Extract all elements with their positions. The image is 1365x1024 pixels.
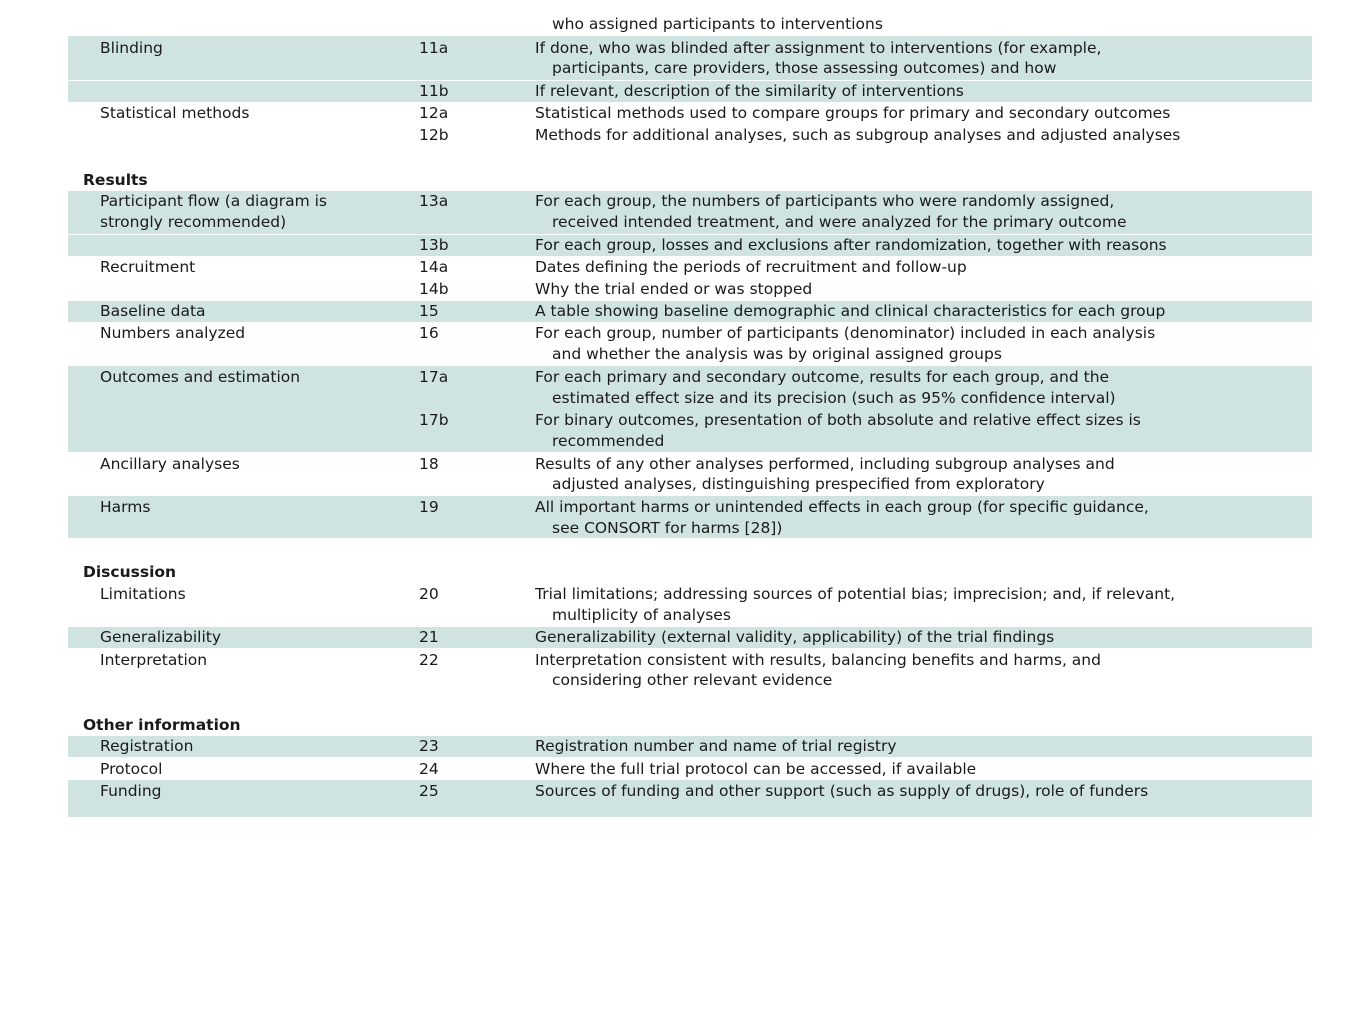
description-17b-line1: For binary outcomes, presentation of both absolute and relative effect sizes is (535, 411, 1141, 429)
section-heading-other-information: Other information (83, 716, 241, 734)
item-number-20: 20 (419, 585, 439, 603)
topic-blinding: Blinding (100, 39, 163, 57)
item-number-17a: 17a (419, 368, 449, 386)
description-13b: For each group, losses and exclusions after randomization, together with reasons (535, 236, 1167, 254)
description-12b: Methods for additional analyses, such as subgroup analyses and adjusted analyses (535, 126, 1181, 144)
topic-harms: Harms (100, 498, 151, 516)
description-15: A table showing baseline demographic and clinical characteristics for each group (535, 302, 1166, 320)
description-17b-line2: recommended (552, 432, 665, 450)
item-number-19: 19 (419, 498, 439, 516)
topic-generalizability: Generalizability (100, 628, 222, 646)
item-number-13b: 13b (419, 236, 449, 254)
topic-limitations: Limitations (100, 585, 186, 603)
description-11b: If relevant, description of the similarity of interventions (535, 82, 964, 100)
item-number-11a: 11a (419, 39, 449, 57)
item-number-16: 16 (419, 324, 439, 342)
item-number-15: 15 (419, 302, 439, 320)
item-number-25: 25 (419, 782, 439, 800)
topic-interpretation: Interpretation (100, 651, 208, 669)
description-13a-line1: For each group, the numbers of participants who were randomly assigned, (535, 192, 1115, 210)
description-23: Registration number and name of trial registry (535, 737, 897, 755)
description-17a-line2: estimated effect size and its precision (such as 95% confidence interval) (552, 389, 1116, 407)
partial-top-line (552, 0, 1152, 34)
item-number-11b: 11b (419, 82, 449, 100)
description-14b: Why the trial ended or was stopped (535, 280, 813, 298)
description-22-line2: considering other relevant evidence (552, 671, 833, 689)
item-number-23: 23 (419, 737, 439, 755)
topic-baseline-data: Baseline data (100, 302, 206, 320)
description-11a-line2: participants, care providers, those assessing outcomes) and how (552, 59, 1057, 77)
description-16-line2: and whether the analysis was by original assigned groups (552, 345, 1002, 363)
item-number-12b: 12b (419, 126, 449, 144)
topic-registration: Registration (100, 737, 194, 755)
item-number-21: 21 (419, 628, 439, 646)
description-11a-line1: If done, who was blinded after assignment to interventions (for example, (535, 39, 1102, 57)
description-18-line2: adjusted analyses, distinguishing prespecified from exploratory (552, 475, 1045, 493)
item-number-17b: 17b (419, 411, 449, 429)
description-16-line1: For each group, number of participants (denominator) included in each analysis (535, 324, 1156, 342)
description-20-line2: multiplicity of analyses (552, 606, 731, 624)
item-number-12a: 12a (419, 104, 449, 122)
item-number-14a: 14a (419, 258, 449, 276)
description-24: Where the full trial protocol can be accessed, if available (535, 760, 977, 778)
description-18-line1: Results of any other analyses performed, including subgroup analyses and (535, 455, 1115, 473)
section-heading-discussion: Discussion (83, 563, 177, 581)
item-number-18: 18 (419, 455, 439, 473)
description-17a-line1: For each primary and secondary outcome, results for each group, and the (535, 368, 1110, 386)
topic-participant-flow-line2: strongly recommended) (100, 213, 287, 231)
description-19-line1: All important harms or unintended effects in each group (for specific guidance, (535, 498, 1149, 516)
item-number-22: 22 (419, 651, 439, 669)
item-number-24: 24 (419, 760, 439, 778)
topic-outcomes-estimation: Outcomes and estimation (100, 368, 301, 386)
description-12a: Statistical methods used to compare groups for primary and secondary outcomes (535, 104, 1171, 122)
topic-funding: Funding (100, 782, 162, 800)
item-number-14b: 14b (419, 280, 449, 298)
item-number-13a: 13a (419, 192, 449, 210)
section-heading-results: Results (83, 171, 148, 189)
topic-protocol: Protocol (100, 760, 163, 778)
description-14a: Dates defining the periods of recruitment and follow-up (535, 258, 967, 276)
description-21: Generalizability (external validity, applicability) of the trial findings (535, 628, 1055, 646)
topic-ancillary-analyses: Ancillary analyses (100, 455, 240, 473)
topic-participant-flow-line1: Participant flow (a diagram is (100, 192, 327, 210)
description-25: Sources of funding and other support (such as supply of drugs), role of funders (535, 782, 1149, 800)
topic-recruitment: Recruitment (100, 258, 196, 276)
topic-numbers-analyzed: Numbers analyzed (100, 324, 246, 342)
description-20-line1: Trial limitations; addressing sources of potential bias; imprecision; and, if relevant, (535, 585, 1176, 603)
description-19-line2: see CONSORT for harms [28]) (552, 519, 783, 537)
description-22-line1: Interpretation consistent with results, balancing benefits and harms, and (535, 651, 1101, 669)
description-13a-line2: received intended treatment, and were analyzed for the primary outcome (552, 213, 1127, 231)
topic-statistical-methods: Statistical methods (100, 104, 250, 122)
partial-line-text: who assigned participants to interventions (552, 15, 883, 33)
